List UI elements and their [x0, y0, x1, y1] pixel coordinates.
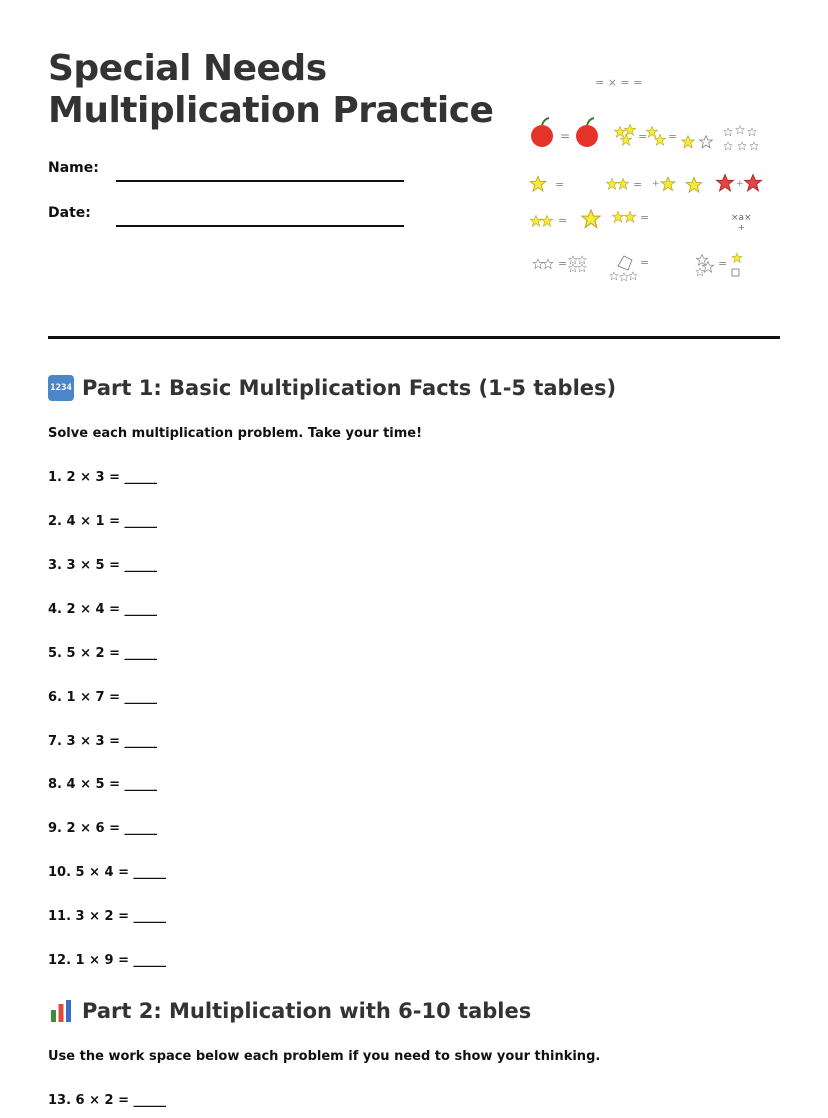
apple-icon — [531, 118, 553, 147]
problem-item: 1. 2 × 3 = _____ — [48, 470, 157, 485]
apple-icon — [576, 118, 598, 147]
top-symbols: = × = = — [595, 76, 643, 89]
star-outline-icon — [700, 126, 759, 150]
problem-item: 8. 4 × 5 = _____ — [48, 777, 157, 792]
svg-text:=: = — [640, 211, 650, 224]
svg-text:=: = — [718, 257, 728, 270]
section-divider — [48, 336, 780, 339]
problem-item: 9. 2 × 6 = _____ — [48, 821, 157, 836]
problem-item: 11. 3 × 2 = _____ — [48, 909, 167, 924]
part2-heading — [48, 998, 531, 1024]
part2-title: Part 2: Multiplication with 6-10 tables — [82, 999, 532, 1023]
part1-instructions: Solve each multiplication problem. Take your time! — [48, 426, 423, 441]
problem-item: 13. 6 × 2 = _____ — [48, 1093, 167, 1108]
svg-text:=: = — [633, 178, 643, 191]
svg-text:=: = — [668, 130, 678, 143]
svg-text:+: + — [736, 179, 744, 189]
part1-heading — [48, 375, 616, 401]
problem-item: 4. 2 × 4 = _____ — [48, 602, 157, 617]
title-line-1: Special Needs — [48, 48, 327, 89]
numbers-icon: 12 34 — [48, 375, 74, 401]
svg-text:=: = — [558, 257, 568, 270]
problem-item: 12. 1 × 9 = _____ — [48, 953, 167, 968]
title-line-2: Multiplication Practice — [48, 90, 494, 131]
date-line[interactable] — [116, 225, 404, 227]
svg-text:=: = — [560, 129, 571, 143]
problem-item: 2. 4 × 1 = _____ — [48, 514, 157, 529]
problem-item: 3. 3 × 5 = _____ — [48, 558, 157, 573]
part2-instructions: Use the work space below each problem if you need to show your thinking. — [48, 1049, 601, 1064]
svg-text:=: = — [555, 178, 565, 191]
part1-title: Part 1: Basic Multiplication Facts (1-5 tables) — [82, 376, 617, 400]
date-label: Date: — [48, 205, 91, 221]
problem-item: 7. 3 × 3 = _____ — [48, 734, 157, 749]
decorative-illustration — [520, 62, 790, 298]
svg-text:=: = — [558, 214, 568, 227]
problem-item: 10. 5 × 4 = _____ — [48, 865, 167, 880]
star-icon — [614, 124, 694, 147]
name-label: Name: — [48, 160, 99, 176]
svg-text:=: = — [640, 256, 650, 269]
bar-chart-icon — [48, 998, 74, 1024]
name-line[interactable] — [116, 180, 404, 182]
svg-text:=: = — [638, 130, 648, 143]
svg-text:+: + — [652, 179, 660, 189]
problem-item: 6. 1 × 7 = _____ — [48, 690, 157, 705]
problem-item: 5. 5 × 2 = _____ — [48, 646, 157, 661]
page-title — [48, 48, 508, 132]
svg-text:×a×: ×a× — [731, 213, 752, 223]
svg-text:+: + — [738, 223, 745, 232]
